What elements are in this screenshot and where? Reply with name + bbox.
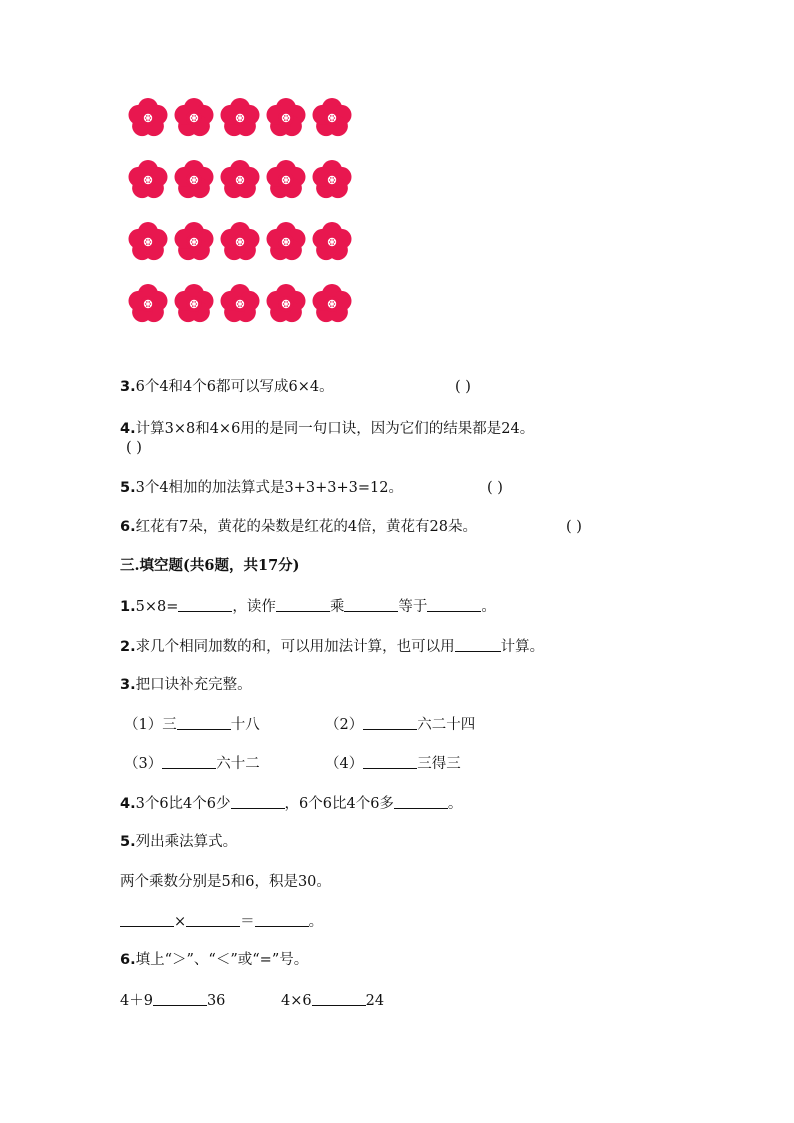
item-number: 4. [120,796,136,812]
flower-icon [264,158,308,202]
item-text: 。 [447,796,463,812]
flower-icon [126,158,170,202]
flower-icon [126,220,170,264]
flower-icon [126,96,170,140]
flower-icon [310,220,354,264]
compare-1 [120,991,225,1010]
item-text: 填上“＞”、“＜”或“=”号。 [135,952,309,968]
item-text: 4×6 [281,993,312,1009]
item-text: ＝ [240,914,255,930]
item-number: 5. [120,480,136,496]
flower-grid [126,96,356,344]
flower-icon [172,220,216,264]
item-text: ，6个6比4个6多 [284,796,394,812]
fill-item-4 [120,794,462,813]
flower-icon [264,96,308,140]
answer-blank[interactable] [186,912,240,927]
compare-2 [281,991,384,1010]
flower-icon [310,158,354,202]
answer-blank[interactable] [153,991,207,1006]
flower-icon [172,282,216,326]
flower-icon [218,220,262,264]
item-text: 。 [481,599,496,615]
item-text: 计算。 [500,639,545,655]
fill-item-2 [120,637,544,656]
answer-blank[interactable] [120,912,174,927]
flower-icon [310,96,354,140]
flower-icon [218,96,262,140]
item-text: 36 [206,993,226,1009]
item-text: 六二十四 [417,717,476,733]
flower-icon [218,282,262,326]
flower-icon [172,158,216,202]
item-text: 24 [365,993,385,1009]
item-text: 求几个相同加数的和，可以用加法计算，也可以用 [135,639,455,655]
mnemonic-3 [124,754,260,773]
item-text: × [174,914,187,930]
item-text: 乘 [329,599,345,615]
fill-item-5 [120,833,237,851]
answer-paren[interactable]: ( ) [126,440,142,456]
item-number: 4. [120,421,136,437]
fill-item-1 [120,597,496,616]
judgment-item-6 [120,518,477,536]
item-text: 计算3×8和4×6用的是同一句口诀，因为它们的结果都是24。 [135,421,535,437]
answer-paren[interactable]: ( ) [455,379,471,395]
item-number: 5. [120,834,136,850]
item-text: 4＋9 [120,993,153,1009]
answer-blank[interactable] [312,991,366,1006]
answer-blank[interactable] [394,794,448,809]
answer-blank[interactable] [455,637,501,652]
mnemonic-1 [124,715,260,734]
item-text: 6个4和4个6都可以写成6×4。 [135,379,334,395]
answer-blank[interactable] [276,597,330,612]
mnemonic-2 [325,715,475,734]
item-text: 等于 [398,599,428,615]
q5-equation [120,912,323,931]
item-text: 三得三 [417,756,461,772]
answer-blank[interactable] [178,597,232,612]
item-text: （2） [325,717,364,733]
flower-icon [264,282,308,326]
answer-blank[interactable] [177,715,231,730]
mnemonic-4 [325,754,461,773]
item-text: 3个6比4个6少 [135,796,231,812]
fill-item-3 [120,676,252,694]
judgment-item-3 [120,378,334,396]
q5-stem: 两个乘数分别是5和6，积是30。 [120,874,331,890]
item-text: 列出乘法算式。 [135,834,238,850]
fill-item-6 [120,951,308,969]
item-number: 1. [120,599,136,615]
item-text: （1）三 [124,717,177,733]
item-text: 六十二 [216,756,260,772]
section-heading: 三.填空题(共6题，共17分) [120,557,300,574]
answer-paren[interactable]: ( ) [487,480,503,496]
judgment-item-4 [120,420,534,438]
answer-blank[interactable] [162,754,216,769]
item-text: ，读作 [232,599,276,615]
flower-icon [126,282,170,326]
judgment-item-5 [120,479,403,497]
item-text: 把口诀补充完整。 [135,677,252,693]
answer-blank[interactable] [344,597,398,612]
item-text: 十八 [230,717,260,733]
item-number: 6. [120,952,136,968]
flower-icon [172,96,216,140]
item-number: 3. [120,379,136,395]
item-number: 6. [120,519,136,535]
answer-blank[interactable] [363,715,417,730]
answer-blank[interactable] [231,794,285,809]
item-text: 红花有7朵，黄花的朵数是红花的4倍，黄花有28朵。 [135,519,478,535]
flower-icon [310,282,354,326]
item-text: （3） [124,756,163,772]
answer-blank[interactable] [427,597,481,612]
item-number: 2. [120,639,136,655]
item-number: 3. [120,677,136,693]
answer-blank[interactable] [363,754,417,769]
item-text: 5×8= [135,599,179,615]
item-text: （4） [325,756,364,772]
item-text: 。 [308,914,324,930]
answer-blank[interactable] [255,912,309,927]
flower-icon [218,158,262,202]
answer-paren[interactable]: ( ) [566,519,582,535]
item-text: 3个4相加的加法算式是3+3+3+3=12。 [135,480,404,496]
flower-icon [264,220,308,264]
